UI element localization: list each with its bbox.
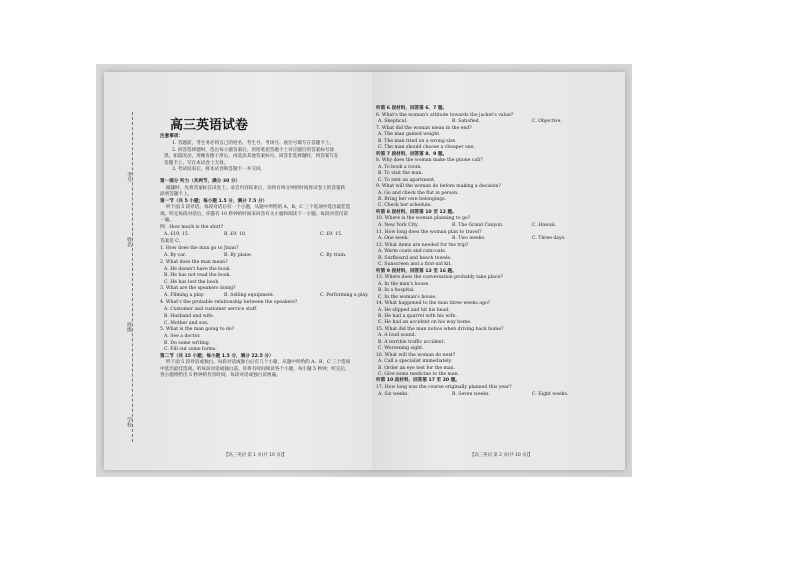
- answer-option: C. Eight weeks.: [532, 391, 569, 397]
- answer-option: A. Warm coats and raincoats.: [378, 249, 447, 255]
- note-line: 2. 回答选择题时，选出每小题答案后，用铅笔把答题卡上对应题目的答案标号涂: [172, 147, 335, 153]
- answer-option: B. Do some writing.: [164, 340, 211, 346]
- exam-page-2: [372, 72, 625, 470]
- answer-option: C. In the woman's house.: [378, 294, 437, 300]
- answer-option: C. He had an accident on his way home.: [378, 320, 472, 326]
- question-text: 4. What's the probable relationship between the speakers?: [160, 300, 298, 306]
- group-header: 听第 9 段材料，回答第 13 至 16 题。: [376, 268, 457, 274]
- note-line: 黑。如需改动，用橡皮擦干净后，再选涂其他答案标号。回答非选择题时，将答案写在: [164, 154, 339, 159]
- instruction-line: 一遍。: [160, 218, 174, 223]
- answer-option: C. Sunscreen and a first-aid kit.: [378, 262, 452, 268]
- answer-option: A. Six weeks.: [378, 391, 409, 397]
- section-header: 第二节（共 15 小题；每小题 1.5 分，满分 22.5 分）: [160, 353, 274, 359]
- group-header: 听第 10 段材料，回答第 17 至 20 题。: [376, 378, 460, 384]
- instruction-line: 做题时，先将答案标在试卷上。录音内容结束后，你将有两分钟的时间将试卷上的答案转: [166, 185, 346, 191]
- question-text: 3. What are the speakers doing?: [160, 286, 236, 292]
- answer-option: C. To rent an apartment.: [378, 177, 436, 183]
- answer-option: C. Fill out some forms.: [164, 347, 217, 353]
- answer-option: A. Filming a play.: [164, 293, 205, 299]
- question-text: 8. Why does the woman make the phone call?: [376, 158, 483, 164]
- exam-spread: [104, 72, 625, 470]
- answer-option: C. Worsening sight.: [378, 346, 424, 352]
- answer-option: B. Two weeks.: [452, 236, 486, 242]
- note-line: 1. 答题前，考生务必将自己的姓名、考生号、考场号、座位号填写在答题卡上。: [172, 141, 335, 146]
- example-option: C. £9. 15.: [320, 231, 343, 237]
- answer-option: B. The Grand Canyon.: [452, 223, 504, 228]
- note-line: 3. 考试结束后，将本试卷和答题卡一并交回。: [172, 167, 266, 172]
- page-footer: 【高三英语 第 2 页(共 10 页)】: [470, 453, 533, 458]
- answer-option: B. By plane.: [224, 252, 253, 258]
- example-question: 例：How much is the shirt?: [160, 224, 224, 230]
- answer-option: C. Performing a play.: [320, 293, 369, 299]
- answer-option: B. Seven weeks.: [452, 391, 490, 397]
- example-answer: 答案是 C。: [160, 238, 184, 244]
- question-text: 6. What's the woman's attitude towards the jacket's value?: [376, 112, 514, 118]
- seal-line: [132, 112, 133, 442]
- answer-option: B. Selling equipment.: [224, 293, 275, 299]
- answer-option: A. The man gained weight.: [378, 132, 441, 138]
- answer-option: A. See a doctor.: [164, 334, 201, 340]
- exam-title: 高三英语试卷: [169, 118, 248, 133]
- answer-option: B. The man tried on a wrong size.: [378, 138, 457, 144]
- answer-option: B. To visit the man.: [378, 171, 423, 177]
- example-option: A. £19. 15.: [164, 231, 190, 237]
- answer-option: C. By train.: [320, 252, 347, 258]
- answer-option: A. A loud sound.: [378, 333, 417, 339]
- section-header: 第一节（共 5 小题；每小题 1.5 分，满分 7.5 分）: [160, 198, 268, 204]
- question-text: 10. Where is the woman planning to go?: [376, 216, 471, 222]
- answer-option: B. He had a quarrel with his wife.: [378, 314, 457, 319]
- binding-strip: [104, 72, 152, 470]
- group-header: 听第 7 段材料，回答第 8、9 题。: [376, 151, 448, 157]
- answer-option: C. Mother and son.: [164, 320, 209, 326]
- answer-option: B. Satisfied.: [452, 119, 481, 125]
- binding-label-exam-number: 考号: [126, 172, 132, 182]
- answer-option: A. Customer and customer service staff.: [164, 307, 258, 313]
- question-text: 1. How does the man go to Jinan?: [160, 245, 239, 251]
- answer-option: B. In a hospital.: [378, 288, 415, 294]
- answer-option: C. Give some medicine to the man.: [378, 372, 460, 377]
- question-text: 16. What will the woman do next?: [376, 352, 456, 358]
- question-text: 12. What items are needed for the trip?: [376, 242, 469, 248]
- answer-option: B. Husband and wife.: [164, 313, 215, 319]
- group-header: 听第 6 段材料，回答第 6、7 题。: [376, 106, 448, 111]
- group-header: 听第 8 段材料，回答第 10 至 12 题。: [376, 209, 457, 215]
- answer-option: A. New York City.: [378, 223, 419, 228]
- example-option: B. £9. 18.: [224, 231, 247, 237]
- answer-option: A. Go and check the flat in person.: [378, 190, 459, 196]
- question-text: 2. What does the man mean?: [160, 259, 228, 265]
- question-text: 7. What did the woman mean in the end?: [376, 125, 472, 131]
- answer-option: A. Skeptical.: [378, 119, 408, 125]
- question-text: 11. How long does the woman plan to travel?: [376, 229, 482, 235]
- answer-option: B. A terrible traffic accident.: [378, 339, 445, 345]
- answer-option: A. He slipped and hit his head.: [378, 307, 450, 313]
- instruction-line: 项。听完每段对话后，你都有 10 秒钟的时间来回答有关小题和阅读下一小题。每段对话仅读: [160, 211, 348, 217]
- notes-header: 注意事项：: [160, 134, 183, 139]
- answer-option: C. The man should choose a cheaper one.: [378, 145, 475, 151]
- answer-option: C. Three days.: [532, 236, 566, 242]
- instruction-line: 各小题将给出 5 秒钟的作答时间。每段对话或独白读两遍。: [160, 373, 281, 379]
- question-text: 14. What happened to the man three weeks ago?: [376, 301, 491, 306]
- instruction-line: 听下面 5 段对话或独白。每段对话或独白后有几个小题，从题中所给的 A、B、C 三个选项: [166, 360, 351, 366]
- instruction-line: 涂到答题卡上。: [160, 192, 193, 197]
- answer-option: A. To book a room.: [378, 164, 422, 170]
- answer-option: A. One week.: [378, 236, 409, 242]
- answer-option: B. Surfboard and beach towels.: [378, 255, 452, 261]
- question-text: 9. What will the woman do before making a decision?: [376, 184, 501, 189]
- page-footer: 【高三英语 第 1 页(共 10 页)】: [224, 453, 287, 458]
- exam-page-1: [104, 72, 372, 470]
- binding-label-class: 班级: [126, 322, 132, 332]
- question-text: 17. How long was the course originally planned this year?: [376, 385, 512, 390]
- instruction-line: 听下面 5 段对话。每段对话后有一个小题，从题中所给的 A、B、C 三个选项中选出最佳选: [166, 205, 351, 210]
- answer-option: C. Objective.: [532, 119, 562, 125]
- answer-option: C. Hawaii.: [532, 223, 557, 228]
- binding-label-school: 学校: [126, 417, 132, 427]
- note-line: 答题卡上。写在本试卷上无效。: [164, 160, 229, 166]
- question-text: 15. What did the man notice when driving back home?: [376, 326, 504, 332]
- answer-option: B. Bring her own belongings.: [378, 197, 447, 202]
- answer-option: B. Order an eye test for the man.: [378, 365, 456, 371]
- binding-label-name: 姓名: [126, 237, 132, 247]
- question-text: 13. Where does the conversation probably take place?: [376, 275, 503, 281]
- answer-option: C. He has lost the book.: [164, 279, 220, 285]
- instruction-line: 中选出最佳选项。听每段对话或独白前，你将有时间阅读各个小题，每小题 5 秒钟；听完后，: [160, 366, 350, 372]
- part-header: 第一部分 听力（共两节，满分 30 分）: [160, 178, 241, 184]
- answer-option: A. Call a specialist immediately.: [378, 359, 453, 365]
- answer-option: A. By car.: [164, 252, 187, 258]
- question-text: 5. What is the man going to do?: [160, 327, 235, 333]
- answer-option: B. He has not read the book.: [164, 273, 231, 279]
- answer-option: C. Check her schedule.: [378, 203, 432, 209]
- answer-option: A. In the man's house.: [378, 281, 430, 287]
- answer-option: A. He doesn't have the book.: [164, 266, 231, 272]
